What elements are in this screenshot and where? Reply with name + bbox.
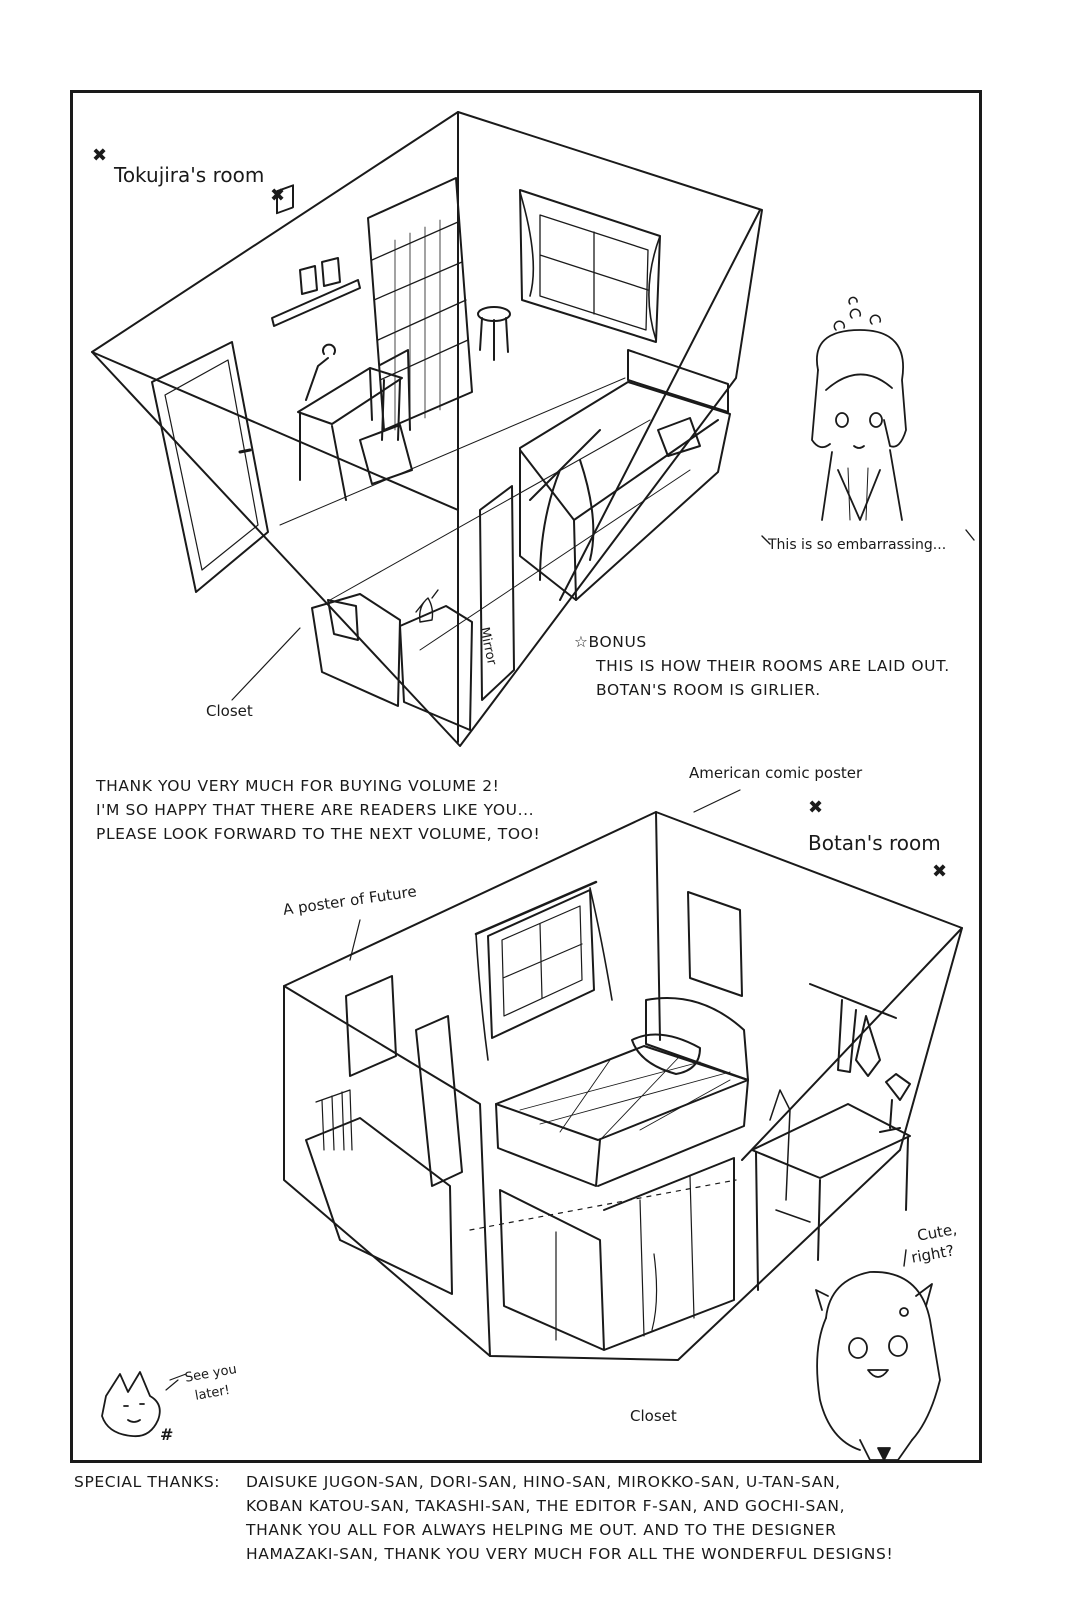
cute-comment-line: right? <box>909 1241 956 1267</box>
special-thanks-line: HAMAZAKI-SAN, THANK YOU VERY MUCH FOR ALL THE WONDERFUL DESIGNS! <box>246 1545 894 1563</box>
botan-character <box>816 1272 940 1460</box>
botan-closet-label: Closet <box>630 1407 677 1425</box>
tokujira-room-drawing <box>92 112 762 746</box>
see-you-comment-line: See you <box>183 1361 238 1386</box>
cross-mark: ✖ <box>808 797 824 818</box>
embarrassing-comment: This is so embarrassing... <box>768 537 947 553</box>
american-poster-label: American comic poster <box>689 764 863 782</box>
cross-mark: ✖ <box>932 861 948 882</box>
cross-mark: ✖ <box>92 145 108 166</box>
tokujira-character <box>812 297 906 520</box>
special-thanks-line: DAISUKE JUGON-SAN, DORI-SAN, HINO-SAN, MIROKKO-SAN, U-TAN-SAN, <box>246 1473 841 1491</box>
bonus-label: ☆BONUS <box>574 633 647 651</box>
cute-comment-line: Cute, <box>915 1220 959 1245</box>
special-thanks-line: KOBAN KATOU-SAN, TAKASHI-SAN, THE EDITOR F-SAN, AND GOCHI-SAN, <box>246 1497 846 1515</box>
tokujira-room-title: Tokujira's room <box>114 163 265 187</box>
bonus-line: BOTAN'S ROOM IS GIRLIER. <box>596 681 821 699</box>
thanks-line: PLEASE LOOK FORWARD TO THE NEXT VOLUME, TOO! <box>96 825 541 843</box>
mirror-label: Mirror <box>476 625 499 667</box>
tokujira-closet-label: Closet <box>206 702 253 720</box>
special-thanks-label: SPECIAL THANKS: <box>74 1473 221 1491</box>
thanks-line: I'M SO HAPPY THAT THERE ARE READERS LIKE YOU... <box>96 801 535 819</box>
special-thanks-line: THANK YOU ALL FOR ALWAYS HELPING ME OUT. AND TO THE DESIGNER <box>246 1521 837 1539</box>
signature-mark: # <box>160 1425 174 1444</box>
bonus-line: THIS IS HOW THEIR ROOMS ARE LAID OUT. <box>596 657 950 675</box>
botan-room-title: Botan's room <box>808 831 941 855</box>
future-poster-label: A poster of Future <box>281 882 418 919</box>
cross-mark: ✖ <box>270 185 286 206</box>
see-you-comment-line: later! <box>193 1382 232 1404</box>
thanks-line: THANK YOU VERY MUCH FOR BUYING VOLUME 2! <box>96 777 500 795</box>
